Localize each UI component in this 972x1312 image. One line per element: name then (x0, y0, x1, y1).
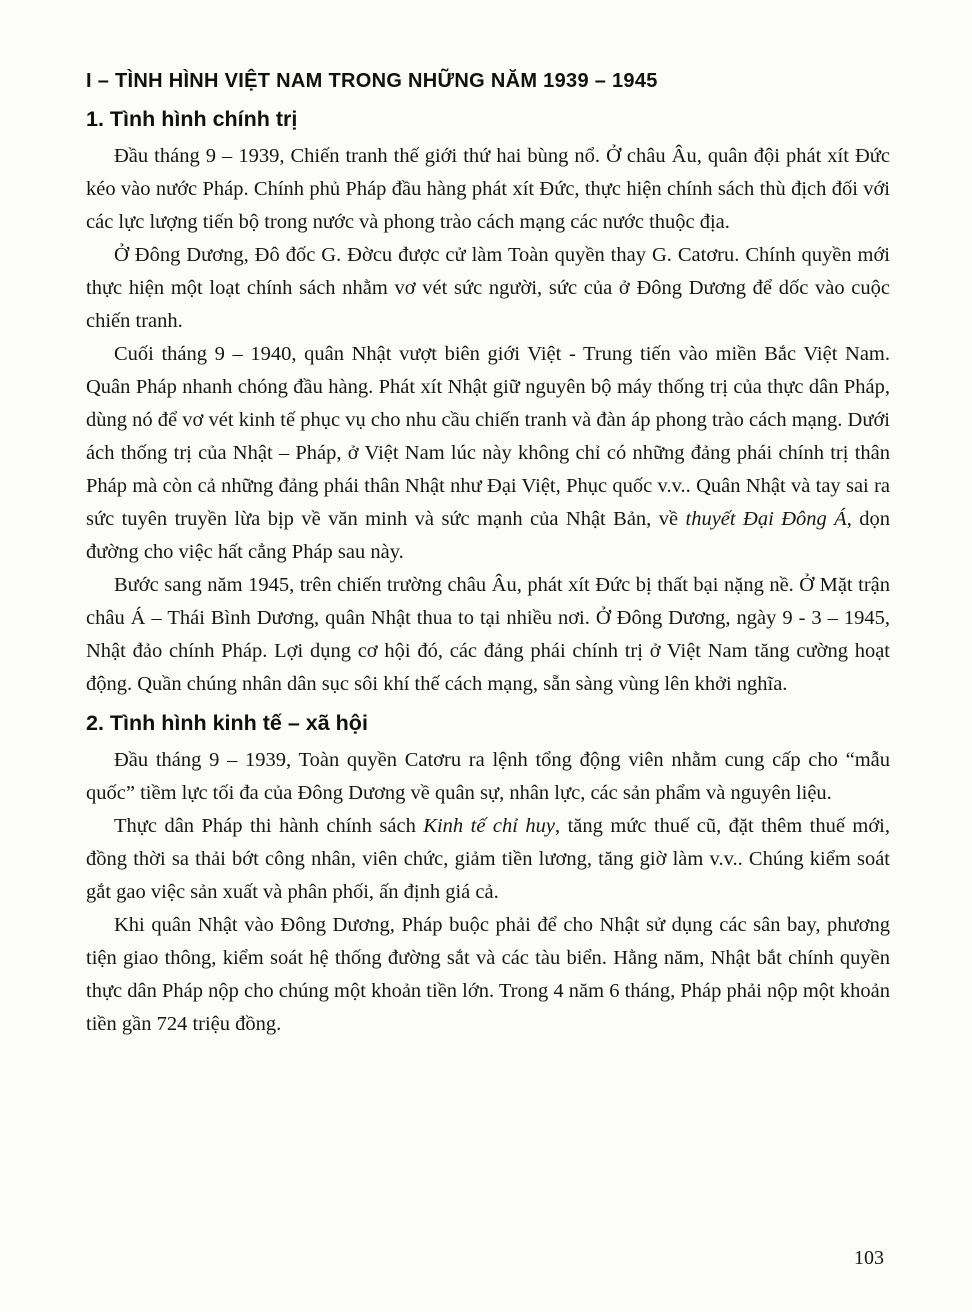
paragraph (86, 338, 890, 569)
textbook-page (86, 70, 890, 1041)
text-run: Khi quân Nhật vào Đông Dương, Pháp buộc phải để cho Nhật sử dụng các sân bay, phương tiện giao thông, kiểm soát hệ thống đường sắt và các tàu biển. Hằng năm, Nhật bắt chính quyền thực dân Pháp nộp cho chúng một khoản tiền lớn. Trong 4 năm 6 tháng, Pháp phải nộp một khoản tiền gần 724 triệu đồng. (86, 914, 890, 1035)
paragraph (86, 909, 890, 1041)
text-run: , tăng mức thuế cũ, đặt thêm thuế mới, đồng thời sa thải bớt công nhân, viên chức, giảm tiền lương, tăng giờ làm v.v.. Chúng kiểm soát gắt gao việc sản xuất và phân phối, ấn định giá cả. (86, 815, 890, 903)
text-run-italic: Kinh tế chỉ huy (423, 815, 555, 837)
page-number: 103 (854, 1247, 884, 1269)
paragraph (86, 239, 890, 338)
chapter-heading: I – TÌNH HÌNH VIỆT NAM TRONG NHỮNG NĂM 1939 – 1945 (86, 70, 658, 92)
paragraph (86, 810, 890, 909)
paragraph (86, 744, 890, 810)
text-run: Thực dân Pháp thi hành chính sách (114, 815, 424, 837)
text-run: Ở Đông Dương, Đô đốc G. Đờcu được cử làm Toàn quyền thay G. Catơru. Chính quyền mới thực hiện một loạt chính sách nhằm vơ vét sức người, sức của ở Đông Dương để dốc vào cuộc chiến tranh. (86, 244, 890, 332)
text-run: Đầu tháng 9 – 1939, Chiến tranh thế giới thứ hai bùng nổ. Ở châu Âu, quân đội phát xít Đức kéo vào nước Pháp. Chính phủ Pháp đầu hàng phát xít Đức, thực hiện chính sách thù địch đối với các lực lượng tiến bộ trong nước và phong trào cách mạng các nước thuộc địa. (86, 145, 890, 233)
paragraph (86, 140, 890, 239)
text-run: Cuối tháng 9 – 1940, quân Nhật vượt biên giới Việt - Trung tiến vào miền Bắc Việt Nam. Quân Pháp nhanh chóng đầu hàng. Phát xít Nhật giữ nguyên bộ máy thống trị của thực dân Pháp, dùng nó để vơ vét kinh tế phục vụ cho nhu cầu chiến tranh và đàn áp phong trào cách mạng. Dưới ách thống trị của Nhật – Pháp, ở Việt Nam lúc này không chỉ có những đảng phái chính trị thân Pháp mà còn cả những đảng phái thân Nhật như Đại Việt, Phục quốc v.v.. Quân Nhật và tay sai ra sức tuyên truyền lừa bịp về văn minh và sức mạnh của Nhật Bản, về (86, 343, 890, 530)
text-run: Bước sang năm 1945, trên chiến trường châu Âu, phát xít Đức bị thất bại nặng nề. Ở Mặt trận châu Á – Thái Bình Dương, quân Nhật thua to tại nhiều nơi. Ở Đông Dương, ngày 9 - 3 – 1945, Nhật đảo chính Pháp. Lợi dụng cơ hội đó, các đảng phái chính trị ở Việt Nam tăng cường hoạt động. Quần chúng nhân dân sục sôi khí thế cách mạng, sẵn sàng vùng lên khởi nghĩa. (86, 574, 890, 695)
text-run: , dọn đường cho việc hất cẳng Pháp sau này. (86, 508, 891, 563)
section-title-economy-society: 2. Tình hình kinh tế – xã hội (86, 711, 368, 735)
text-run-italic: thuyết Đại Đông Á (685, 508, 847, 530)
section-title-politics: 1. Tình hình chính trị (86, 107, 298, 131)
paragraph (86, 569, 890, 701)
text-run: Đầu tháng 9 – 1939, Toàn quyền Catơru ra lệnh tổng động viên nhằm cung cấp cho “mẫu quốc” tiềm lực tối đa của Đông Dương về quân sự, nhân lực, các sản phẩm và nguyên liệu. (86, 749, 890, 804)
